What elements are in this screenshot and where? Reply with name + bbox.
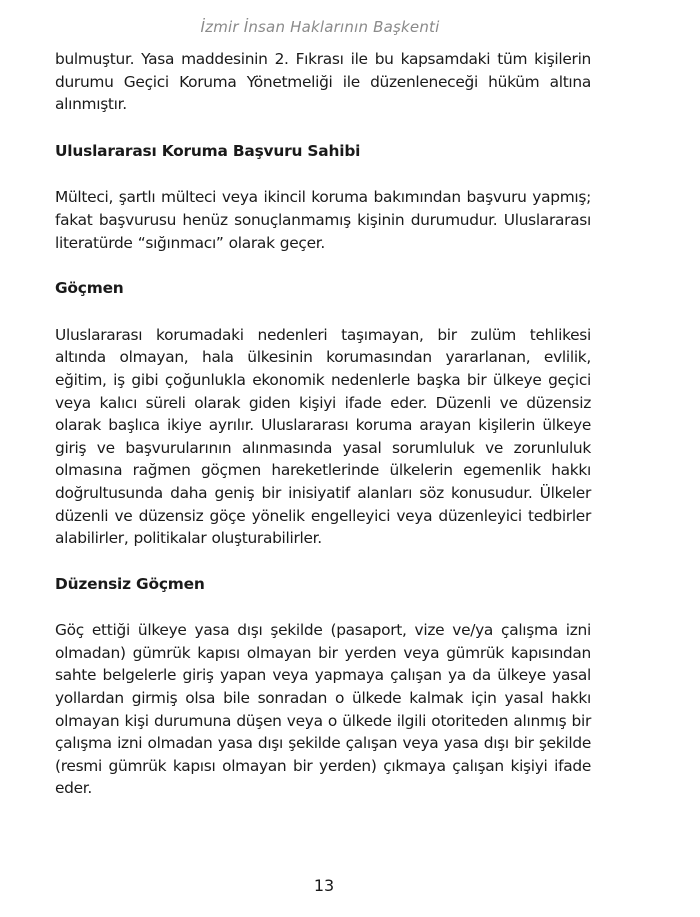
- page-number: 13: [313, 876, 335, 895]
- paragraph-migrant-definition: Uluslararası korumadaki nedenleri taşımayan, bir zulüm tehlikesi altında olmayan, hala ülkesinin korumasından yararlanan, evlilik, eğitim, iş gibi çoğunlukla ekonomik nedenlerle başka bir ülkeye geçici veya kalıcı süreli olarak giden kişiyi ifade eder. Düzenli ve düzensiz olarak başlıca ikiye ayrılır. Uluslararası koruma arayan kişilerin ülkeye giriş ve başvurularının alınmasında yasal sorumluluk ve zorunluluk olmasına rağmen göçmen hareketlerinde ülkelerin egemenlik hakkı doğrultusunda daha geniş bir inisiyatif alanları söz konusudur. Ülkeler düzenli ve düzensiz göçe yönelik engelleyici veya düzenleyici tedbirler alabilirler, politikalar oluşturabilirler.: [55, 325, 591, 548]
- running-header: İzmir İnsan Haklarının Başkenti: [200, 18, 440, 36]
- paragraph-continuation: bulmuştur. Yasa maddesinin 2. Fıkrası ile bu kapsamdaki tüm kişilerin durumu Geçici Koruma Yönetmeliği ile düzenleneceği hüküm altına alınmıştır.: [55, 50, 591, 114]
- paragraph-irregular-migrant-definition: Göç ettiği ülkeye yasa dışı şekilde (pasaport, vize ve/ya çalışma izni olmadan) gümrük kapısı olmayan bir yerden veya gümrük kapısından sahte belgelerle giriş yapan veya yapmaya çalışan ya da ülkeye yasal yollardan girmiş olsa bile sonradan o ülkede kalmak için yasal hakkı olmayan kişi durumuna düşen veya o ülkede ilgili otoriteden alınmış bir çalışma izni olmadan yasa dışı şekilde çalışan veya yasa dışı bir şekilde (resmi gümrük kapısı olmayan bir yerden) çıkmaya çalışan kişiyi ifade eder.: [55, 621, 591, 798]
- section-heading-international-protection-applicant: Uluslararası Koruma Başvuru Sahibi: [55, 141, 361, 160]
- page-body: [55, 48, 591, 800]
- section-heading-irregular-migrant: Düzensiz Göçmen: [55, 574, 205, 593]
- paragraph-applicant-definition: Mülteci, şartlı mülteci veya ikincil koruma bakımından başvuru yapmış; fakat başvurusu henüz sonuçlanmamış kişinin durumudur. Uluslararası literatürde “sığınmacı” olarak geçer.: [55, 188, 591, 252]
- section-heading-migrant: Göçmen: [55, 279, 124, 298]
